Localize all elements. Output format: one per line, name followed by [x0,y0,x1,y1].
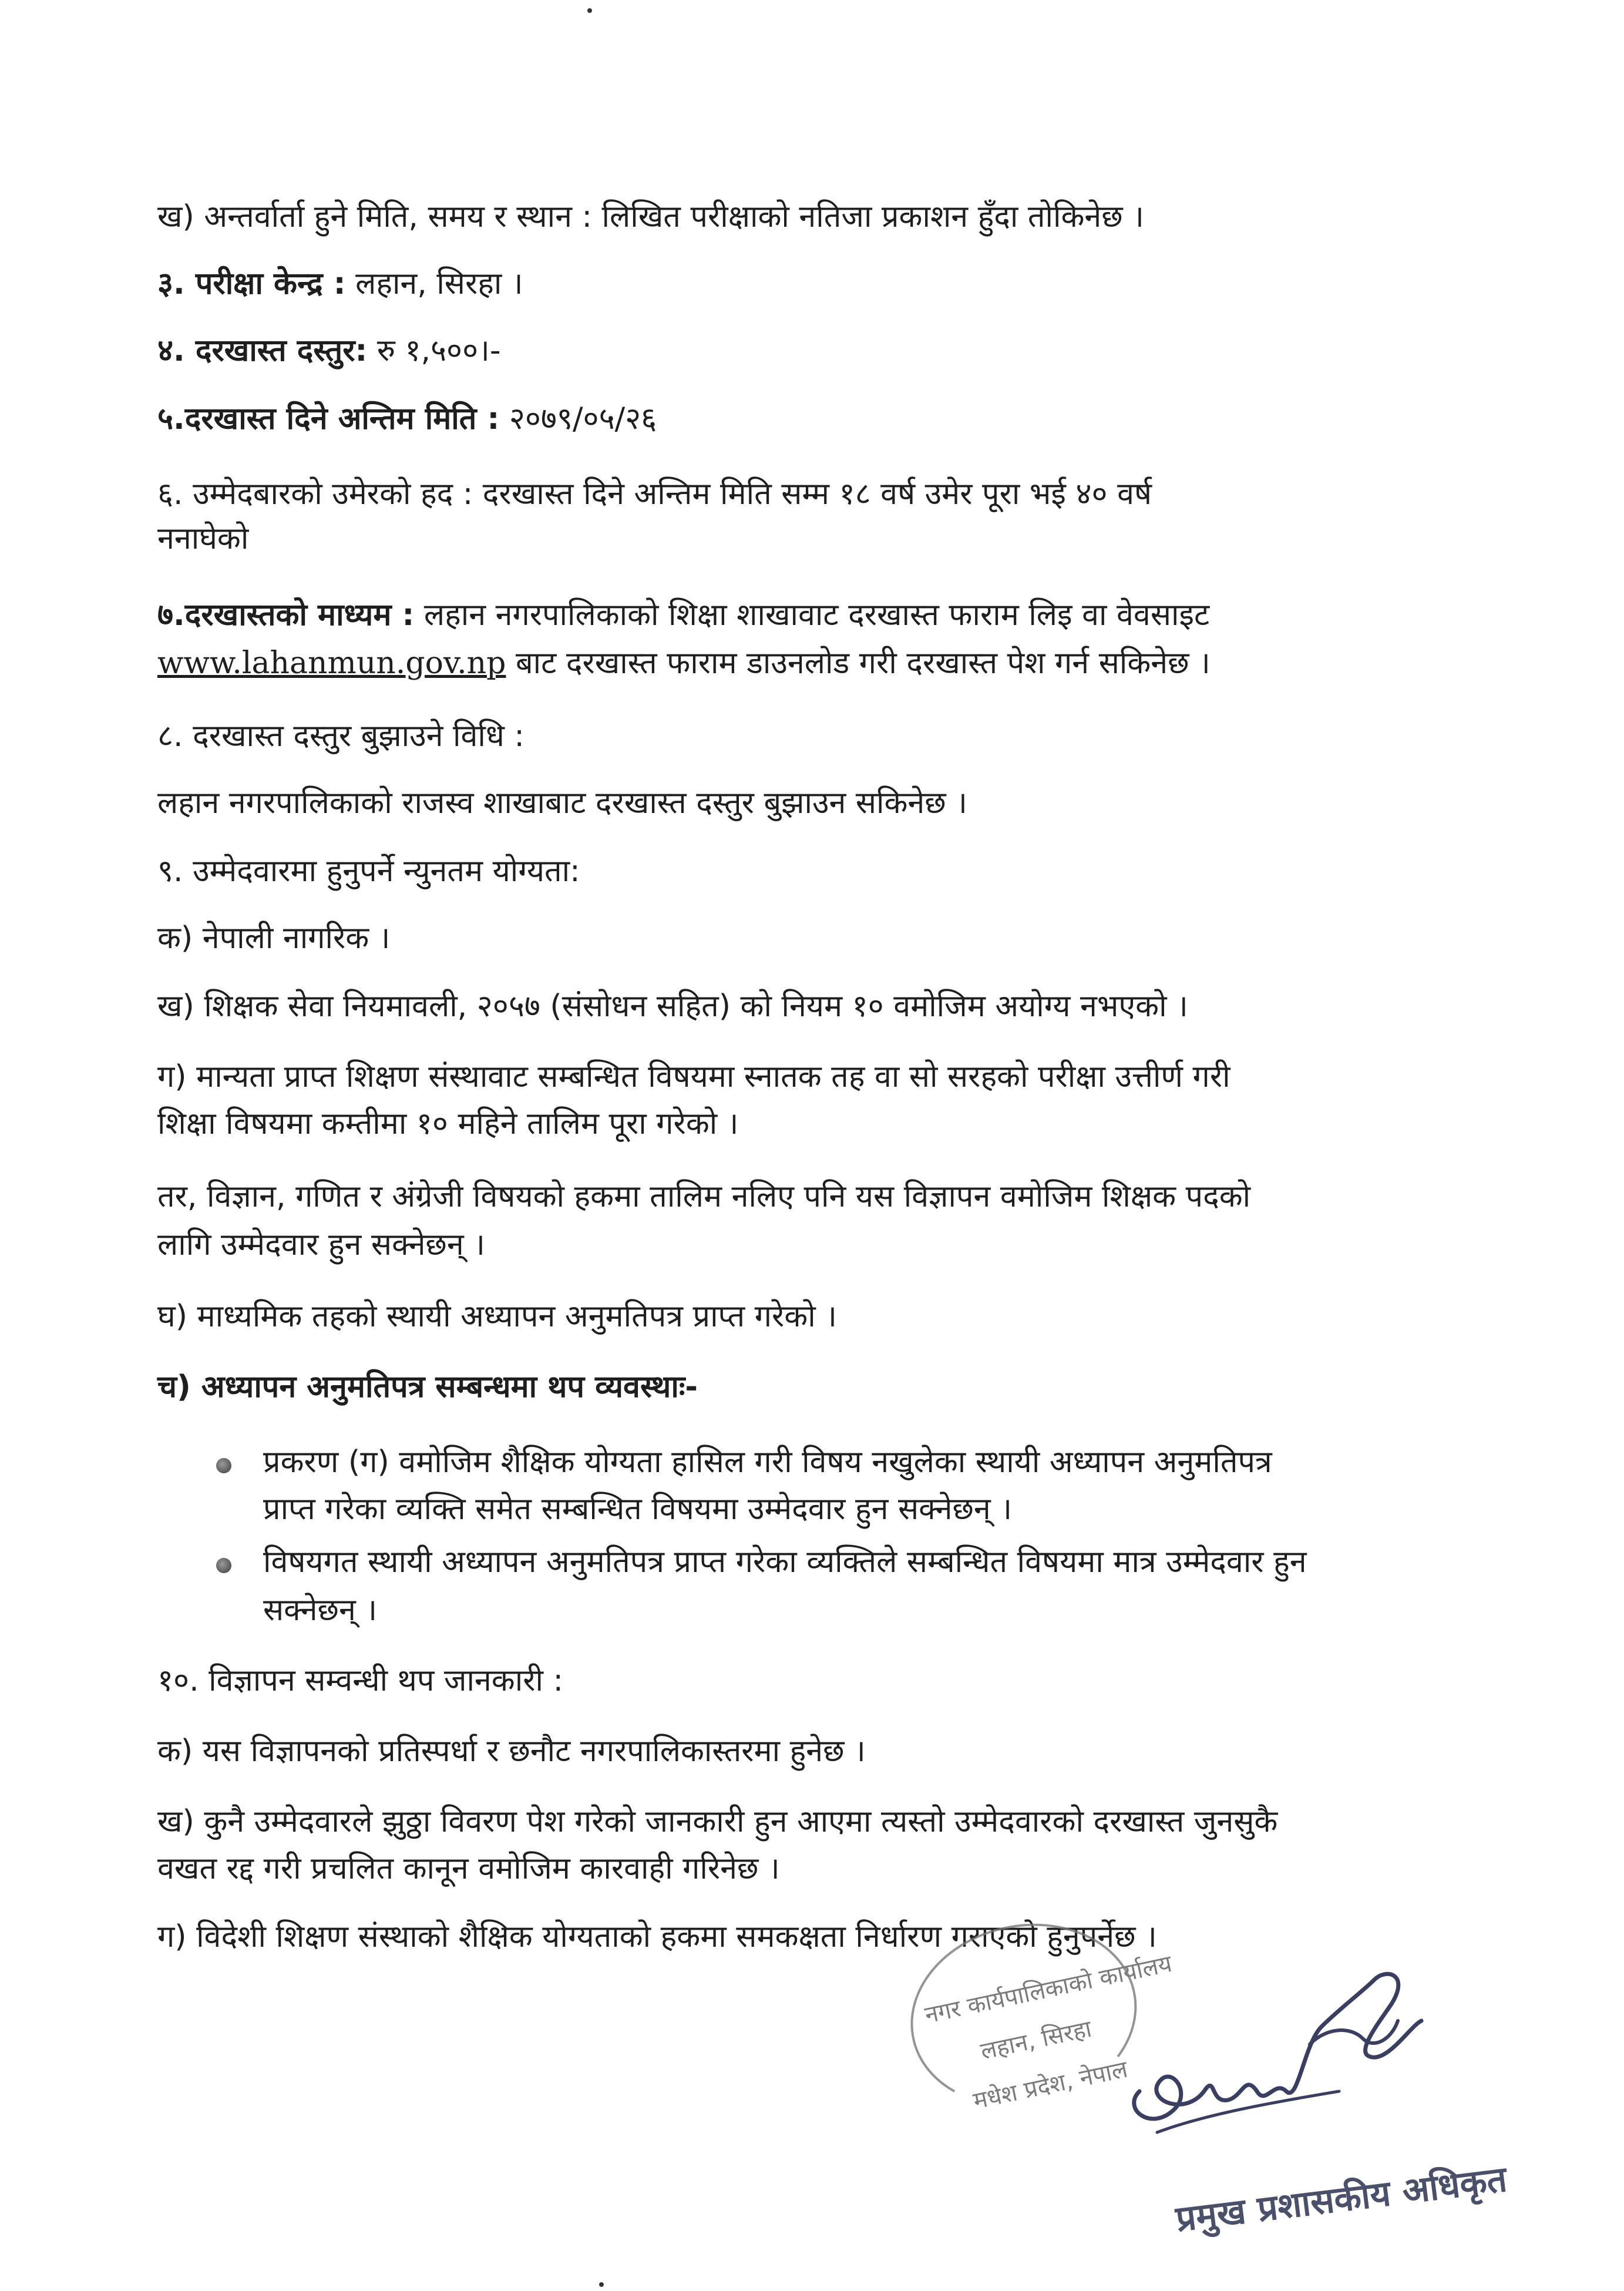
line-fee-method-heading: ८. दरखास्त दस्तुर बुझाउने विधि : [157,718,524,754]
line-additional-info-heading: १०. विज्ञापन सम्वन्धी थप जानकारी : [157,1663,563,1698]
stamp-text: मधेश प्रदेश, नेपाल [970,2055,1131,2115]
line-training-exception: तर, विज्ञान, गणित र अंग्रेजी विषयको हकमा तालिम नलिए पनि यस विज्ञापन वमोजिम शिक्षक पदको [157,1179,1251,1214]
line-qualification-ga-cont: शिक्षा विषयमा कम्तीमा १० महिने तालिम पूरा गरेको । [157,1106,739,1141]
line-additional-info-kha: ख) कुनै उम्मेदवारले झुठ्ठा विवरण पेश गरेको जानकारी हुन आएमा त्यस्तो उम्मेदवारको दरखास्त जुनसुकै [157,1804,1278,1839]
line-application-medium: ७.दरखास्तको माध्यम : लहान नगरपालिकाको शिक्षा शाखावाट दरखास्त फाराम लिइ वा वेवसाइट [157,597,1210,633]
line-age-limit-cont: ननाघेको [157,521,249,556]
line-additional-info-kha-cont: वखत रद्द गरी प्रचलित कानून वमोजिम कारवाही गरिनेछ । [157,1851,780,1886]
line-license-heading: च) अध्यापन अनुमतिपत्र सम्बन्धमा थप व्यवस्थाः- [157,1369,698,1405]
scan-speck [587,8,592,13]
handwritten-signature [1116,1956,1445,2144]
line-training-exception-cont: लागि उम्मेदवार हुन सक्नेछन् । [157,1227,485,1262]
line-application-fee: ४. दरखास्त दस्तुर: रु १,५००।- [157,333,501,368]
line-application-medium-cont: www.lahanmun.gov.np बाट दरखास्त फाराम डाउनलोड गरी दरखास्त पेश गर्न सकिनेछ । [157,646,1211,681]
line-bullet-1: प्रकरण (ग) वमोजिम शैक्षिक योग्यता हासिल गरी विषय नखुलेका स्थायी अध्यापन अनुमतिपत्र [263,1445,1272,1480]
line-age-limit: ६. उम्मेदबारको उमेरको हद : दरखास्त दिने अन्तिम मिति सम्म १८ वर्ष उमेर पूरा भई ४० वर्ष [157,476,1152,512]
line-qualification-ga: ग) मान्यता प्राप्त शिक्षण संस्थावाट सम्बन्धित विषयमा स्नातक तह वा सो सरहको परीक्षा उत्तीर्ण गरी [157,1059,1230,1094]
line-exam-center: ३. परीक्षा केन्द्र : लहान, सिरहा । [157,266,523,301]
line-fee-method: लहान नगरपालिकाको राजस्व शाखाबाट दरखास्त दस्तुर बुझाउन सकिनेछ । [157,785,967,821]
stamp-text: लहान, सिरहा [978,2015,1094,2065]
line-bullet-1-cont: प्राप्त गरेका व्यक्ति समेत सम्बन्धित विषयमा उम्मेदवार हुन सक्नेछन् । [263,1491,1013,1527]
officer-title: प्रमुख प्रशासकीय अधिकृत [1174,2158,1509,2240]
website-link[interactable]: www.lahanmun.gov.np [157,646,506,681]
scan-speck [599,2282,604,2287]
line-interview-schedule: ख) अन्तर्वार्ता हुने मिति, समय र स्थान : लिखित परीक्षाको नतिजा प्रकाशन हुँदा तोकिनेछ । [157,199,1144,234]
line-qualification-kha: ख) शिक्षक सेवा नियमावली, २०५७ (संसोधन सहित) को नियम १० वमोजिम अयोग्य नभएको । [157,989,1188,1024]
line-qualification-gha: घ) माध्यमिक तहको स्थायी अध्यापन अनुमतिपत्र प्राप्त गरेको । [157,1299,837,1334]
line-bullet-2: विषयगत स्थायी अध्यापन अनुमतिपत्र प्राप्त गरेका व्यक्तिले सम्बन्धित विषयमा मात्र उम्मेदवार हुन [263,1544,1307,1580]
line-additional-info-ga: ग) विदेशी शिक्षण संस्थाको शैक्षिक योग्यताको हकमा समकक्षता निर्धारण गराएको हुनुपर्नेछ । [157,1919,1157,1954]
bullet-icon [216,1558,231,1573]
line-deadline: ५.दरखास्त दिने अन्तिम मिति : २०७९/०५/२६ [157,401,657,436]
line-qualification-heading: ९. उम्मेदवारमा हुनुपर्ने न्युनतम योग्यता: [157,854,580,889]
line-bullet-2-cont: सक्नेछन् । [263,1593,378,1628]
line-additional-info-ka: क) यस विज्ञापनको प्रतिस्पर्धा र छनौट नगरपालिकास्तरमा हुनेछ । [157,1734,866,1769]
stamp-text: नगर कार्यपालिकाको कार्यालय [922,1950,1175,2029]
bullet-icon [216,1458,231,1473]
line-qualification-ka: क) नेपाली नागरिक । [157,921,391,956]
